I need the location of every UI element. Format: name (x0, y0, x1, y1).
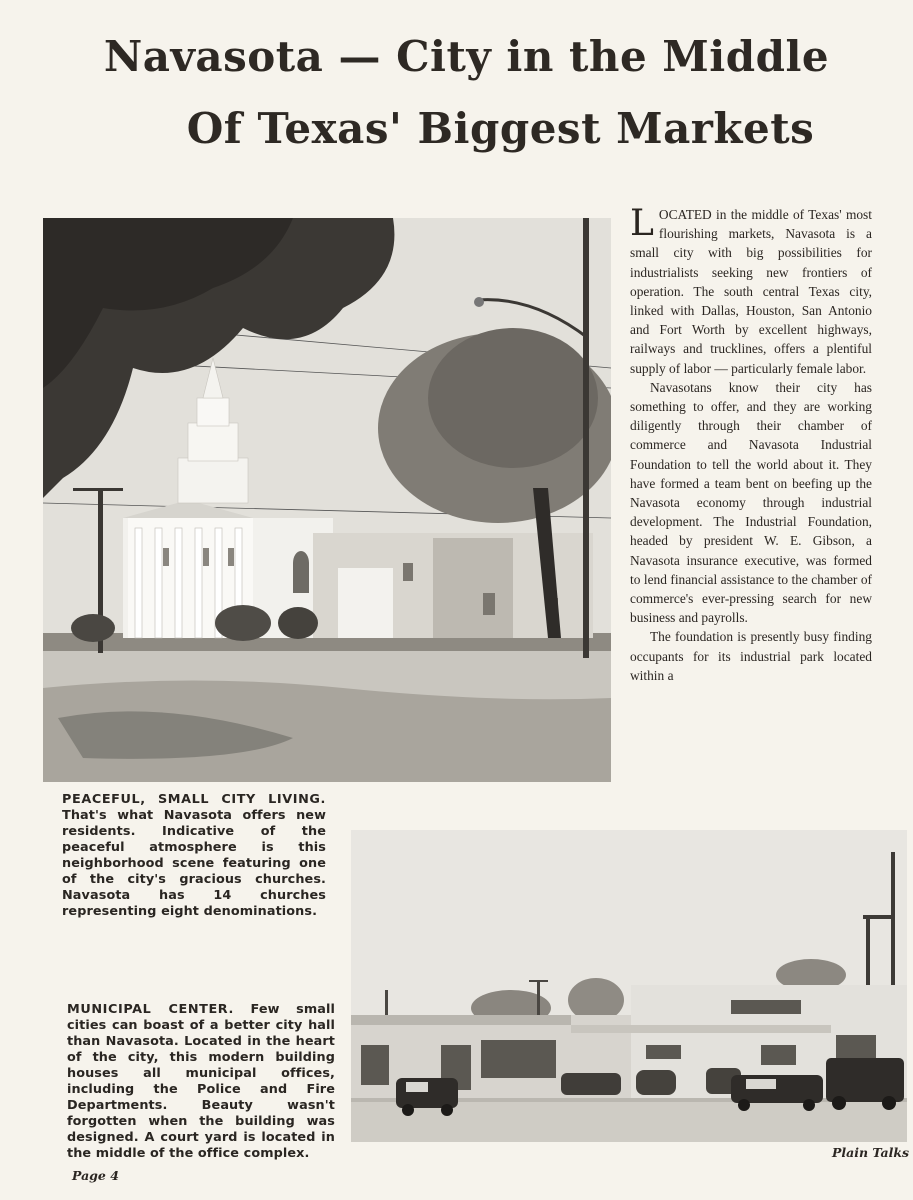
paragraph-text: OCATED in the middle of Texas' most flourishing markets, Navasota is a small city with big possibilities for industrialists seeking new frontiers of operation. The south central Texas city, linked with Dallas, Houston, San Antonio and Fort Worth by excellent highways, railways and trucklines, offers a plentiful supply of labor — particularly female labor. (630, 207, 872, 376)
municipal-center-photo (351, 830, 907, 1142)
article-body (630, 205, 872, 685)
caption-text: That's what Navasota offers new residents. Indicative of the peaceful atmosphere is this neighborhood scene featuring one of the city's gracious churches. Navasota has 14 churches representing eight denominations. (62, 808, 326, 919)
caption-heading: PEACEFUL, SMALL CITY LIVING. (62, 792, 326, 807)
caption-heading: MUNICIPAL CENTER. (67, 1002, 234, 1017)
church-photo (43, 218, 611, 782)
headline-line-2: Of Texas' Biggest Markets (186, 104, 815, 153)
page-number: Page 4 (72, 1168, 119, 1183)
article-paragraph-1 (630, 205, 872, 378)
article-paragraph-2: Navasotans know their city has something to offer, and they are working diligently through their chamber of commerce and Navasota Industrial Foundation to tell the world about it. They have formed a team bent on beefing up the Navasota economy through industrial development. The Industrial Foundation, headed by president W. E. Gibson, a Navasota insurance executive, was formed to lend financial assistance to the chamber of commerce's ever-pressing search for new business and payrolls. (630, 379, 872, 626)
publication-name: Plain Talks (832, 1145, 910, 1160)
article-paragraph-3: The foundation is presently busy finding occupants for its industrial park located within a (630, 629, 872, 683)
church-photo-caption (62, 792, 326, 920)
drop-cap: L (630, 203, 654, 244)
municipal-photo-caption (67, 1002, 335, 1162)
headline-line-1: Navasota — City in the Middle (103, 32, 830, 81)
caption-text: Few small cities can boast of a better city hall than Navasota. Located in the heart of the city, this modern building houses all municipal offices, including the Police and Fire Departments. Beauty wasn't forgotten when the building was designed. A court yard is located in the middle of the office complex. (67, 1002, 335, 1161)
